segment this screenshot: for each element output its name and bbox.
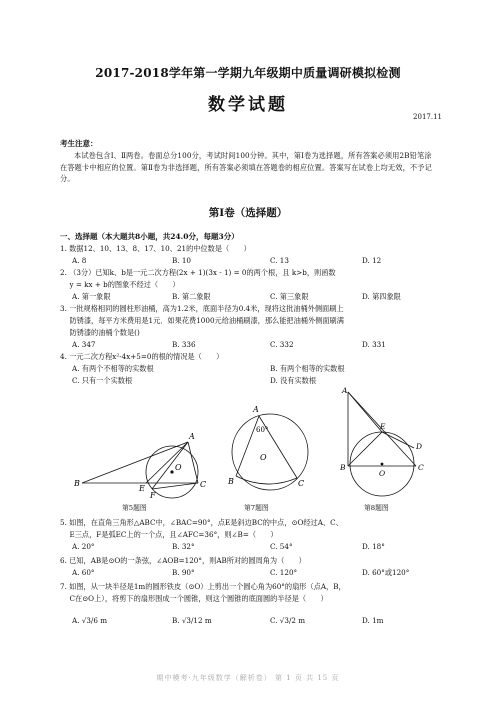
fig7-arc-bc	[236, 476, 297, 484]
fig8-line-ae	[348, 392, 382, 432]
q5-stem-line1: 5. 如图，在直角三角形△ABC中，∠BAC=90°，点E是斜边BC的中点，⊙O经过A、C、	[60, 518, 343, 527]
fig8-label-o: O	[379, 469, 386, 478]
q2-option-a: A. 第一象限	[72, 292, 111, 301]
fig8-label-c: C	[418, 463, 424, 472]
fig5-label-e: E	[139, 484, 145, 493]
q7-option-d: D. 1m	[362, 616, 384, 625]
q2-option-b: B. 第二象限	[172, 292, 211, 301]
subject-title: 数学试题	[208, 95, 288, 115]
q3-option-c: C. 332	[270, 340, 294, 349]
notice-heading: 考生注意：	[60, 139, 98, 148]
fig5-label-o: O	[175, 463, 182, 472]
q6-option-b: B. 90°	[172, 568, 195, 577]
q6-option-d: D. 60°或120°	[362, 568, 410, 577]
fig5-label-f: F	[150, 491, 156, 500]
fig5-center-dot	[170, 470, 173, 473]
fig8-center-dot	[381, 463, 384, 466]
q3-stem-line1: 3. 一批规格相同的圆柱形油桶，高为1.2米，底面半径为0.4米，现将这批油桶外侧面刷上	[60, 304, 344, 313]
q6-option-c: C. 120°	[270, 568, 298, 577]
fig5-label-a: A	[189, 432, 195, 441]
q1-option-a: A. 8	[72, 256, 87, 265]
section-heading: 一、选择题（本大题共8小题，共24.0分，每题3分）	[60, 232, 239, 241]
q4-stem: 4. 一元二次方程x²-4x+5=0的根的情况是（ ）	[60, 352, 224, 361]
fig7-label-angle: 60°	[256, 426, 269, 434]
figure-q8	[334, 386, 434, 502]
fig5-label-c: C	[200, 480, 207, 489]
figure-q5-caption: 第5题图	[122, 504, 147, 512]
fig8-label-e: E	[380, 422, 386, 431]
q5-option-d: D. 18°	[362, 542, 385, 551]
q4-option-d: D. 没有实数根	[270, 376, 317, 385]
q4-option-a: A. 有两个不相等的实数根	[72, 364, 154, 373]
page-footer: 期中模考·九年级数学（解析卷） 第 1 页 共 15 页	[156, 674, 340, 682]
figure-q8-caption: 第8题图	[364, 504, 389, 512]
figure-q7	[222, 390, 322, 502]
q3-stem-line3: 防锈漆的油桶个数是()	[60, 328, 140, 337]
q5-stem-line2: E三点，F是弧EC上的一个点，且∠AFC=36°，则∠B=（ ）	[60, 530, 278, 539]
q3-stem-line2: 防锈漆，每平方米费用是1元．如果花费1000元给油桶刷漆，那么能把油桶外侧面刷满	[60, 316, 344, 325]
q1-stem: 1. 数据12、10、13、8、17、10、21的中位数是（ ）	[60, 244, 251, 253]
exam-date: 2017.11	[413, 113, 442, 121]
q2-stem-line1: 2. （3分）已知k、b是一元二次方程(2x + 1)(3x - 1) = 0的两个根，且 k>b，则函数	[60, 268, 336, 277]
q7-option-a: A. √3/6 m	[72, 616, 108, 625]
q6-option-a: A. 60°	[72, 568, 95, 577]
fig7-label-c: C	[298, 479, 305, 488]
q3-option-d: D. 331	[362, 340, 386, 349]
fig7-label-a: A	[253, 405, 259, 414]
q1-option-b: B. 10	[172, 256, 191, 265]
q4-option-b: B. 有两个相等的实数根	[270, 364, 345, 373]
fig8-label-d: D	[416, 442, 423, 451]
fig7-circle	[232, 414, 308, 490]
q4-option-c: C. 只有一个实数根	[72, 376, 133, 385]
fig7-label-b: B	[228, 477, 234, 486]
q2-option-d: D. 第四象限	[362, 292, 401, 301]
notice-body: 本试卷包含Ⅰ、Ⅱ两卷。卷面总分100分，考试时间100分钟。其中，第Ⅰ卷为选择题，所有答案必须用2B铅笔涂在答题卡中相应的位置。第Ⅱ卷为非选择题，所有答案必须填在答题卷的相应位置。答案写在试卷上均无效，不予记分。	[60, 151, 432, 183]
q6-stem: 6. 已知，AB是⊙O的一条弦，∠AOB=120°，则AB所对的圆周角为（ ）	[60, 556, 306, 565]
q5-option-c: C. 54°	[270, 542, 293, 551]
q5-option-b: B. 32°	[172, 542, 195, 551]
fig7-label-o: O	[260, 453, 267, 462]
figure-q7-caption: 第7题图	[244, 504, 269, 512]
q5-option-a: A. 20°	[72, 542, 95, 551]
q7-stem-line2: C在⊙O上），将剪下的扇形围成一个圆锥，则这个圆锥的底面圆的半径是（ ）	[60, 594, 328, 603]
q7-stem-line1: 7. 如图，从一块半径是1m的圆形铁皮（⊙O）上剪出一个圆心角为60°的扇形（点A，B，	[60, 582, 346, 591]
q1-option-c: C. 13	[270, 256, 289, 265]
fig8-label-b: B	[340, 463, 346, 472]
fig5-label-b: B	[74, 479, 80, 488]
fig8-line-ed	[382, 432, 414, 448]
volume-title: 第Ⅰ卷（选择题）	[208, 207, 288, 219]
exam-title: 2017-2018学年第一学期九年级期中质量调研模拟检测	[95, 66, 401, 80]
fig8-label-a: A	[342, 386, 348, 395]
q3-option-b: B. 336	[172, 340, 196, 349]
q7-option-c: C. √3/2 m	[270, 616, 306, 625]
figure-q5	[70, 392, 220, 504]
q7-option-b: B. √3/12 m	[172, 616, 212, 625]
q3-option-a: A. 347	[72, 340, 96, 349]
fig5-line-ae	[146, 442, 188, 483]
fig5-line-fc	[152, 483, 198, 489]
fig7-line-ab	[236, 416, 259, 476]
q2-option-c: C. 第三象限	[270, 292, 309, 301]
q2-stem-line2: y = kx + b的图象不经过（ ）	[60, 280, 180, 289]
q1-option-d: D. 12	[362, 256, 382, 265]
